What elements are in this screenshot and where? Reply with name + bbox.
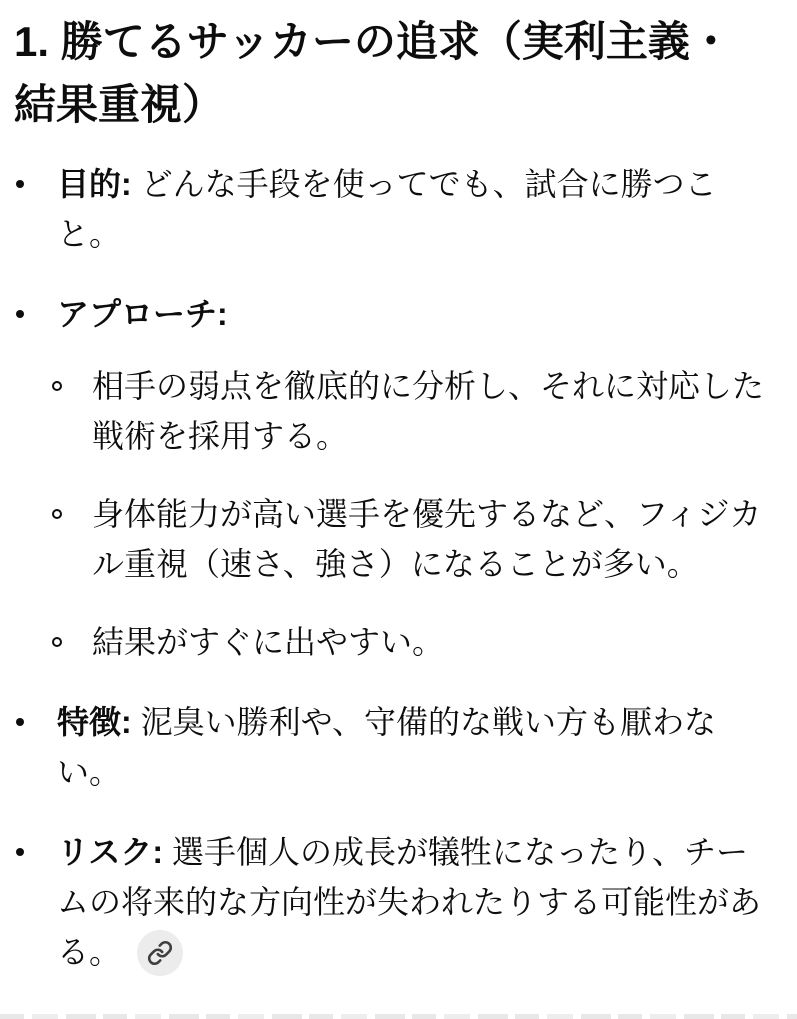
sub-bullet-marker (52, 489, 92, 589)
list-item-content (57, 697, 773, 797)
sub-list-item (52, 489, 773, 589)
clipped-next-line (0, 1014, 797, 1019)
item-line (57, 159, 773, 259)
item-label: アプローチ: (57, 296, 228, 332)
item-text: 選手個人の成長が犠牲になったり、チームの将来的な方向性が失われたりする可能性がある。 (57, 834, 762, 970)
item-text: 泥臭い勝利や、守備的な戦い方も厭わない。 (57, 704, 717, 790)
item-text: どんな手段を使ってでも、試合に勝つこと。 (57, 166, 717, 252)
item-label: 特徴: (57, 704, 132, 740)
sub-bullet-list (52, 361, 773, 667)
bullet-dot-icon (16, 180, 24, 188)
sub-item-text: 結果がすぐに出やすい。 (92, 624, 445, 660)
section-heading: 1. 勝てるサッカーの追求（実利主義・結果重視） (14, 18, 732, 128)
list-item-content (57, 827, 773, 977)
list-item-content (57, 289, 773, 667)
sub-list-item (52, 361, 773, 461)
bullet-dot-icon (16, 848, 24, 856)
item-label: 目的: (57, 166, 132, 202)
sub-bullet-marker (52, 361, 92, 461)
bullet-marker (14, 827, 57, 977)
bullet-dot-icon (16, 310, 24, 318)
bullet-marker (14, 159, 57, 259)
hollow-bullet-icon (52, 509, 62, 519)
bullet-marker (14, 289, 57, 667)
link-icon (147, 940, 173, 966)
citation-link-chip[interactable] (137, 930, 183, 976)
bullet-list (14, 159, 773, 977)
bullet-dot-icon (16, 718, 24, 726)
list-item-content (57, 159, 773, 259)
hollow-bullet-icon (52, 381, 62, 391)
bullet-marker (14, 697, 57, 797)
item-line (57, 827, 773, 977)
sub-item-text: 身体能力が高い選手を優先するなど、フィジカル重視（速さ、強さ）になることが多い。 (92, 496, 762, 582)
sub-bullet-marker (52, 617, 92, 667)
list-item-purpose (14, 159, 773, 259)
list-item-risk (14, 827, 773, 977)
sub-list-item (52, 617, 773, 667)
hollow-bullet-icon (52, 637, 62, 647)
item-label: リスク: (57, 834, 164, 870)
sub-item-text: 相手の弱点を徹底的に分析し、それに対応した戦術を採用する。 (92, 368, 765, 454)
list-item-traits (14, 697, 773, 797)
item-line (57, 697, 773, 797)
item-line (57, 289, 773, 339)
list-item-approach (14, 289, 773, 667)
